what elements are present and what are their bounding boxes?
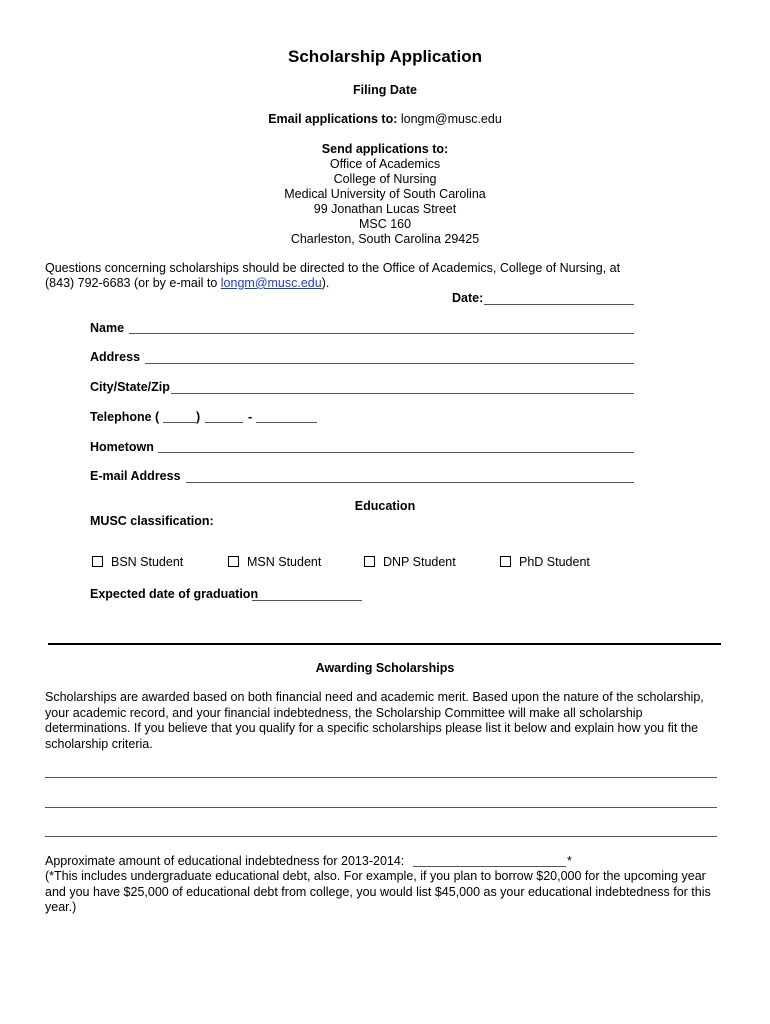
section-divider <box>48 643 721 645</box>
send-applications-label: Send applications to: <box>321 142 449 156</box>
dnp-student-label: DNP Student <box>383 555 456 569</box>
telephone-dash: - <box>248 410 253 424</box>
indebtedness-field[interactable] <box>413 866 566 867</box>
awarding-paragraph: Scholarships are awarded based on both financial need and academic merit. Based upon the nature of the scholarship, your academic record, and your financial indebtedness, the Scholarship Committee will make all scholarship determinations. If you believe that you qualify for a specific scholarships please list it below and explain how you fit the scholarship criteria. <box>45 690 704 751</box>
address-field[interactable] <box>145 363 634 364</box>
questions-line-1: Questions concerning scholarships should be directed to the Office of Academics, College of Nursing, at <box>45 261 621 275</box>
date-field[interactable] <box>484 304 634 305</box>
bsn-student-label: BSN Student <box>111 555 184 569</box>
address-line: MSC 160 <box>358 217 412 231</box>
name-field[interactable] <box>129 333 634 334</box>
indebtedness-note: (*This includes undergraduate educational debt, also. For example, if you plan to borrow $20,000 for the upcoming year and you have $25,000 of educational debt from college, you would list $45,000 as your educational indebtedness for this year.) <box>45 869 711 914</box>
contact-email-link[interactable]: longm@musc.edu <box>220 276 322 290</box>
questions-prefix: (843) 792-6683 (or by e-mail to <box>45 276 221 290</box>
city-state-zip-field[interactable] <box>171 393 634 394</box>
email-applications-value: longm@musc.edu <box>400 112 502 126</box>
graduation-date-label: Expected date of graduation <box>90 587 259 601</box>
musc-classification-label: MUSC classification: <box>90 514 214 528</box>
indebtedness-asterisk: * <box>567 854 572 868</box>
address-label: Address <box>90 350 141 364</box>
telephone-area-code-field[interactable] <box>163 422 196 423</box>
indebtedness-label: Approximate amount of educational indebtedness for 2013-2014: <box>45 854 405 868</box>
graduation-date-field[interactable] <box>252 600 362 601</box>
telephone-prefix-field[interactable] <box>205 422 243 423</box>
phd-student-label: PhD Student <box>519 555 590 569</box>
scholarship-response-line[interactable] <box>45 777 717 778</box>
telephone-close-paren: ) <box>196 410 201 424</box>
address-line: Charleston, South Carolina 29425 <box>290 232 480 246</box>
address-line: 99 Jonathan Lucas Street <box>313 202 457 216</box>
city-state-zip-label: City/State/Zip <box>90 380 170 394</box>
filing-date-label: Filing Date <box>353 83 417 97</box>
awarding-heading: Awarding Scholarships <box>315 661 455 675</box>
hometown-field[interactable] <box>158 452 634 453</box>
msn-student-checkbox[interactable] <box>228 556 239 567</box>
email-applications-label: Email applications to: <box>268 112 398 126</box>
hometown-label: Hometown <box>90 440 154 454</box>
name-label: Name <box>90 321 125 335</box>
page-title: Scholarship Application <box>288 47 482 66</box>
phd-student-checkbox[interactable] <box>500 556 511 567</box>
email-address-label: E-mail Address <box>90 469 181 483</box>
telephone-label: Telephone ( <box>90 410 160 424</box>
scholarship-response-line[interactable] <box>45 836 717 837</box>
address-line: Office of Academics <box>329 157 441 171</box>
date-label: Date: <box>452 291 484 305</box>
questions-suffix: ). <box>321 276 330 290</box>
dnp-student-checkbox[interactable] <box>364 556 375 567</box>
education-heading: Education <box>354 499 416 513</box>
telephone-number-field[interactable] <box>256 422 317 423</box>
msn-student-label: MSN Student <box>247 555 322 569</box>
email-applications-line <box>0 112 770 126</box>
address-line: College of Nursing <box>333 172 437 186</box>
email-address-field[interactable] <box>186 482 634 483</box>
scholarship-response-line[interactable] <box>45 807 717 808</box>
address-line: Medical University of South Carolina <box>284 187 486 201</box>
questions-line-2 <box>45 276 329 290</box>
bsn-student-checkbox[interactable] <box>92 556 103 567</box>
